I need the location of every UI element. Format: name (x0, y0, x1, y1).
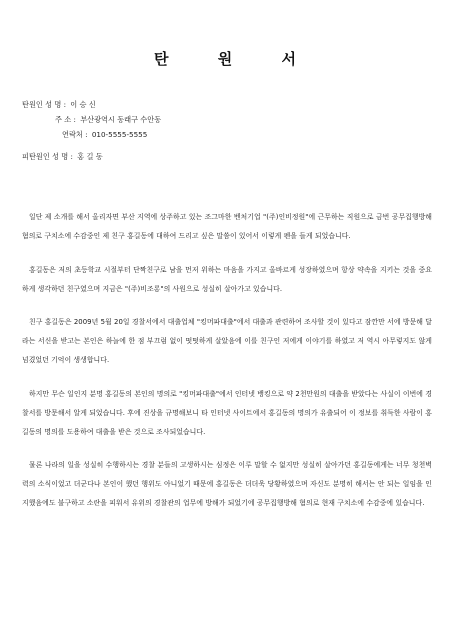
petitioner-phone-label: 연락처 : (62, 130, 88, 139)
petitioner-name-line (22, 100, 96, 110)
petitioner-address-line (55, 115, 161, 125)
respondent-name-line (22, 152, 103, 162)
petitioner-address-label: 주 소 : (55, 115, 76, 124)
body-paragraph: 홍길동은 저의 초등학교 시절부터 단짝친구로 남을 먼저 위하는 마음을 가지고 올바르게 성장하였으며 항상 약속을 지키는 것을 중요하게 생각하던 친구였으며 지금은 "(주)비조롱"의 사원으로 성실히 살아가고 있습니다. (22, 265, 432, 293)
petitioner-address: 부산광역시 동래구 수안동 (80, 115, 162, 124)
body-paragraph: 물론 나라의 일을 성실히 수행하시는 경찰 분들의 고생하시는 심정은 이루 말할 수 없지만 성실히 살아가던 홍길동에게는 너무 청천벽력의 소식이었고 더군다나 본인이 했던 행위도 아니었기 때문에 홍길동은 더더욱 당황하였으며 자신도 분명히 해서는 안 되는 일임을 인지했음에도 불구하고 소란을 피워서 유위의 경찰관의 업무에 방해가 되었기에 공무집행방해 혐의로 현재 구치소에 수감중에 있습니다. (22, 461, 432, 507)
petitioner-phone: 010-5555-5555 (91, 130, 148, 139)
petitioner-name-label: 탄원인 성 명 : (22, 100, 66, 109)
document-title: 탄 원 서 (154, 50, 318, 68)
petitioner-name: 이 승 신 (70, 100, 96, 109)
petitioner-phone-line (62, 130, 147, 140)
petition-body (22, 208, 432, 513)
body-paragraph: 친구 홍길동은 2009년 5월 20일 경찰서에서 대출업체 "킹머파대출"에서 대출과 관련하여 조사할 것이 있다고 잠깐만 서에 방문해 달라는 서신을 받고는 본인은 하늘에 한 점 부끄럼 없이 떳떳하게 살았음에 이를 친구인 저에게 이야기를 하였고 저 역시 아무렇지도 않게 넘겼었던 기억이 생생합니다. (22, 318, 432, 364)
respondent-name: 홍 길 동 (77, 152, 103, 161)
body-paragraph: 하지만 무슨 일인지 분명 홍길동의 본인의 명의로 "킹머파대출"에서 인터넷 뱅킹으로 약 2천만원의 대출을 받았다는 사실이 이번에 경찰서를 방문해서 알게 되었습니다. 후에 진상을 규명해보니 타 인터넷 사이트에서 홍길동의 명의가 유출되어 이 정보를 취득한 사람이 홍길동의 명의를 도용하여 대출을 받은 것으로 조사되었습니다. (22, 389, 432, 436)
body-paragraph: 일단 제 소개를 해서 올리자면 부산 지역에 상주하고 있는 조그마한 벤처기업 "(주)인비정원"에 근무하는 직원으로 금번 공무집행방해 혐의로 구치소에 수감중인 제 친구 홍길동에 대하여 드리고 싶은 말씀이 있어서 이렇게 펜을 들게 되었습니다. (22, 213, 432, 240)
respondent-name-label: 피탄원인 성 명 : (22, 152, 73, 161)
